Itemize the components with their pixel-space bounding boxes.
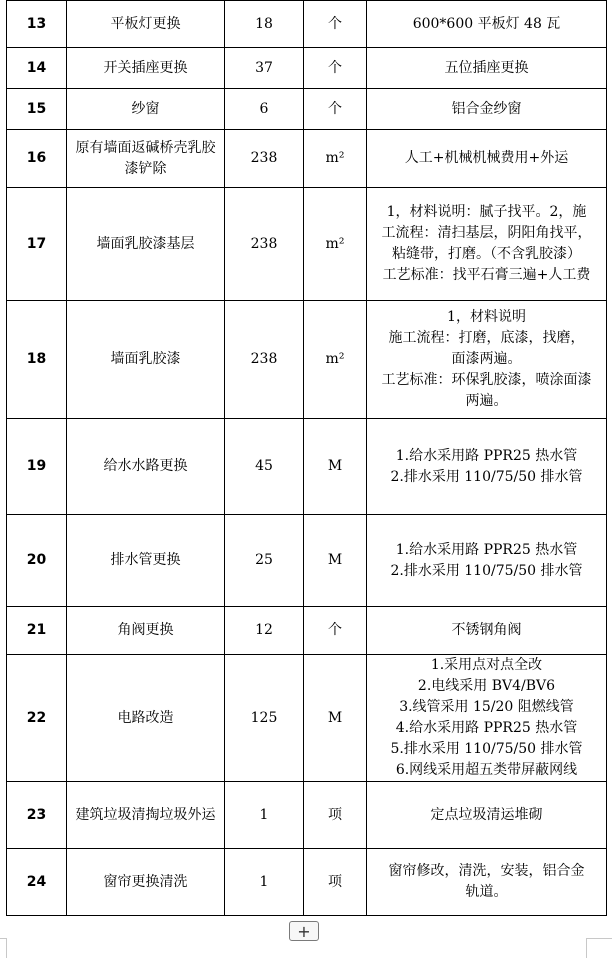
item-quantity: 238	[225, 130, 304, 188]
item-number: 22	[7, 655, 67, 782]
quote-table	[6, 0, 607, 916]
item-name: 窗帘更换清洗	[67, 849, 225, 916]
add-row-button[interactable]: +	[289, 921, 319, 941]
item-unit: M	[304, 419, 367, 515]
item-name: 纱窗	[67, 89, 225, 130]
item-name: 平板灯更换	[67, 1, 225, 48]
note-line: 3.线管采用 15/20 阻燃线管	[399, 699, 574, 715]
item-number: 21	[7, 607, 67, 655]
item-quantity: 37	[225, 48, 304, 89]
note-line: 1.给水采用路 PPR25 热水管	[395, 541, 578, 558]
page-corner-mark	[6, 938, 7, 958]
item-note	[367, 419, 607, 515]
item-note	[367, 130, 607, 188]
note-line: 两遍。	[465, 393, 508, 409]
item-unit: m²	[304, 188, 367, 301]
table-row	[7, 782, 607, 849]
item-unit: 个	[304, 48, 367, 89]
note-line: 人工+机械机械费用+外运	[404, 150, 569, 166]
table-row	[7, 89, 607, 130]
note-line: 粘缝带，打磨。（不含乳胶漆）	[392, 246, 581, 262]
item-number: 16	[7, 130, 67, 188]
table-row	[7, 849, 607, 916]
note-line: 1，材料说明	[447, 309, 526, 325]
item-name: 墙面乳胶漆基层	[67, 188, 225, 301]
note-line: 定点垃圾清运堆砌	[430, 806, 543, 823]
item-note	[367, 782, 607, 849]
item-note	[367, 301, 607, 419]
table-row	[7, 1, 607, 48]
item-name: 墙面乳胶漆	[67, 301, 225, 419]
item-quantity: 238	[225, 301, 304, 419]
note-line: 600*600 平板灯 48 瓦	[412, 15, 561, 32]
note-line: 2.排水采用 110/75/50 排水管	[390, 562, 583, 579]
item-note	[367, 89, 607, 130]
table-row	[7, 301, 607, 419]
item-note	[367, 849, 607, 916]
item-unit: 个	[304, 1, 367, 48]
item-unit: m²	[304, 130, 367, 188]
item-quantity: 1	[225, 849, 304, 916]
item-unit: m²	[304, 301, 367, 419]
item-unit: 项	[304, 782, 367, 849]
item-quantity: 18	[225, 1, 304, 48]
note-line: 6.网线采用超五类带屏蔽网线	[395, 762, 578, 778]
table-row	[7, 130, 607, 188]
item-unit: 个	[304, 89, 367, 130]
item-name: 给水水路更换	[67, 419, 225, 515]
item-quantity: 45	[225, 419, 304, 515]
item-number: 19	[7, 419, 67, 515]
item-number: 24	[7, 849, 67, 916]
note-line: 工艺标准：找平石膏三遍+人工费	[382, 267, 591, 283]
item-unit: M	[304, 655, 367, 782]
note-line: 窗帘修改，清洗，安装，铝合金	[388, 863, 585, 879]
item-quantity: 25	[225, 515, 304, 607]
item-note	[367, 515, 607, 607]
page-corner-mark	[0, 938, 7, 939]
note-line: 1，材料说明：腻子找平。2，施	[386, 204, 587, 220]
item-unit: 项	[304, 849, 367, 916]
note-line: 2.电线采用 BV4/BV6	[417, 678, 556, 694]
item-number: 15	[7, 89, 67, 130]
note-line: 工流程：清扫基层，阴阳角找平，	[381, 225, 592, 241]
note-line: 4.给水采用路 PPR25 热水管	[395, 720, 578, 736]
item-quantity: 6	[225, 89, 304, 130]
note-line: 2.排水采用 110/75/50 排水管	[390, 468, 583, 485]
item-unit: M	[304, 515, 367, 607]
item-note	[367, 48, 607, 89]
item-quantity: 1	[225, 782, 304, 849]
item-note	[367, 607, 607, 655]
item-number: 23	[7, 782, 67, 849]
item-quantity: 125	[225, 655, 304, 782]
note-line: 工艺标准：环保乳胶漆，喷涂面漆	[381, 372, 592, 388]
note-line: 施工流程：打磨，底漆，找磨，	[388, 330, 585, 346]
item-note	[367, 655, 607, 782]
note-line: 五位插座更换	[444, 59, 529, 76]
note-line: 1.采用点对点全改	[430, 657, 543, 673]
item-note	[367, 188, 607, 301]
note-line: 不锈钢角阀	[451, 622, 522, 638]
item-name: 开关插座更换	[67, 48, 225, 89]
item-number: 20	[7, 515, 67, 607]
table-row	[7, 515, 607, 607]
item-number: 18	[7, 301, 67, 419]
item-name: 排水管更换	[67, 515, 225, 607]
page-corner-mark	[586, 938, 587, 958]
note-line: 轨道。	[465, 884, 508, 900]
page-corner-mark	[586, 938, 612, 939]
table-row	[7, 188, 607, 301]
item-name: 建筑垃圾清掏垃圾外运	[67, 782, 225, 849]
item-quantity: 12	[225, 607, 304, 655]
item-number: 14	[7, 48, 67, 89]
table-row	[7, 48, 607, 89]
item-name: 原有墙面返碱桥壳乳胶漆铲除	[67, 130, 225, 188]
item-name: 电路改造	[67, 655, 225, 782]
item-number: 17	[7, 188, 67, 301]
item-name: 角阀更换	[67, 607, 225, 655]
note-line: 5.排水采用 110/75/50 排水管	[390, 741, 583, 757]
item-unit: 个	[304, 607, 367, 655]
table-row	[7, 655, 607, 782]
note-line: 面漆两遍。	[451, 351, 522, 367]
table-row	[7, 607, 607, 655]
note-line: 1.给水采用路 PPR25 热水管	[395, 447, 578, 464]
item-note	[367, 1, 607, 48]
table-row	[7, 419, 607, 515]
note-line: 铝合金纱窗	[451, 100, 522, 117]
item-quantity: 238	[225, 188, 304, 301]
item-number: 13	[7, 1, 67, 48]
